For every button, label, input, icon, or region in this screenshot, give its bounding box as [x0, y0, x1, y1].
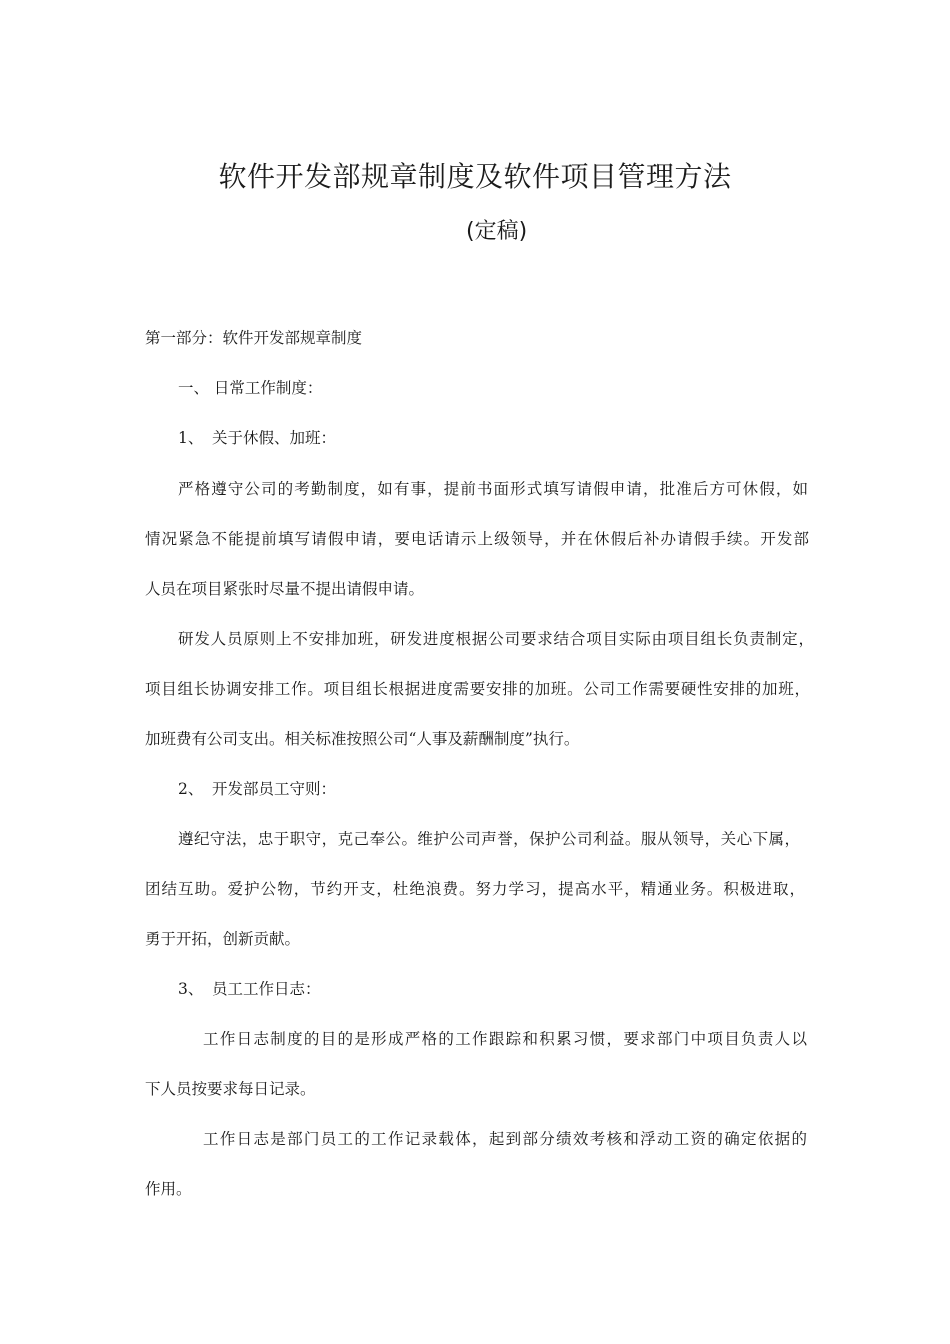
- paragraph-line: 项目组长协调安排工作。项目组长根据进度需要安排的加班。公司工作需要硬性安排的加班，: [145, 680, 810, 698]
- paragraph-line: 遵纪守法，忠于职守，克己奉公。维护公司声誉，保护公司利益。服从领导，关心下属，: [178, 830, 800, 848]
- section-heading: 一、 日常工作制度：: [178, 379, 323, 397]
- paragraph-line: 工作日志是部门员工的工作记录载体，起到部分绩效考核和浮动工资的确定依据的: [203, 1130, 807, 1148]
- item-heading: [178, 777, 336, 801]
- paragraph-line: 情况紧急不能提前填写请假申请，要电话请示上级领导，并在休假后补办请假手续。开发部: [145, 530, 809, 548]
- paragraph-line: 工作日志制度的目的是形成严格的工作跟踪和积累习惯，要求部门中项目负责人以: [203, 1030, 807, 1048]
- item-heading: [178, 426, 336, 450]
- item-number: 2、: [178, 780, 204, 798]
- paragraph-line: 加班费有公司支出。相关标准按照公司“人事及薪酬制度”执行。: [145, 730, 580, 748]
- paragraph-line: 研发人员原则上不安排加班，研发进度根据公司要求结合项目实际由项目组长负责制定，: [178, 630, 814, 648]
- item-heading-text: 开发部员工守则：: [212, 780, 337, 798]
- item-number: 3、: [178, 980, 204, 998]
- item-heading-text: 关于休假、加班：: [212, 429, 337, 447]
- paragraph-line: 人员在项目紧张时尽量不提出请假申请。: [145, 580, 425, 598]
- paragraph-line: 作用。: [145, 1180, 192, 1198]
- paragraph-line: 勇于开拓，创新贡献。: [145, 930, 301, 948]
- item-heading-text: 员工工作日志：: [212, 980, 321, 998]
- document-title: 软件开发部规章制度及软件项目管理方法: [218, 160, 732, 193]
- part-heading: 第一部分：软件开发部规章制度: [145, 329, 363, 347]
- document-subtitle: (定稿): [466, 219, 528, 244]
- item-number: 1、: [178, 429, 204, 447]
- item-heading: [178, 977, 321, 1001]
- paragraph-line: 下人员按要求每日记录。: [145, 1080, 316, 1098]
- paragraph-line: 团结互助。爱护公物，节约开支，杜绝浪费。努力学习，提高水平，精通业务。积极进取，: [145, 880, 805, 898]
- paragraph-line: 严格遵守公司的考勤制度，如有事，提前书面形式填写请假申请，批准后方可休假，如: [178, 480, 808, 498]
